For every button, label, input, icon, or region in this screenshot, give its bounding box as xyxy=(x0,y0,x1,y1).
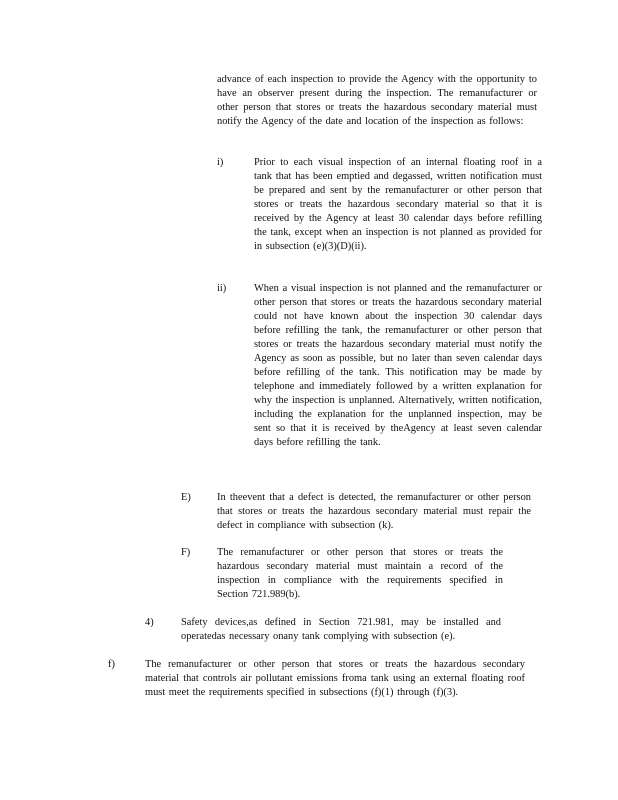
intro-paragraph: advance of each inspection to provide the Agency with the opportunity to have an observer present during the inspection. The remanufacturer or other person that stores or treats the hazardous secondary material must notify the Agency of the date and location of the inspection as follows: xyxy=(217,74,537,127)
item-F-paragraph: The remanufacturer or other person that stores or treats the hazardous secondary material must maintain a record of the inspection in compliance with the requirements specified in Section 721.989(b). xyxy=(217,547,503,600)
item-ii-marker: ii) xyxy=(217,283,227,294)
item-E-paragraph: In theevent that a defect is detected, the remanufacturer or other person that stores or treats the hazardous secondary material must repair the defect in compliance with subsection (k). xyxy=(217,492,531,531)
item-i-marker: i) xyxy=(217,157,224,168)
item-f-paragraph: The remanufacturer or other person that stores or treats the hazardous secondary material that controls air pollutant emissions froma tank using an external floating roof must meet the requirements specified in subsections (f)(1) through (f)(3). xyxy=(145,659,525,698)
item-E-marker: E) xyxy=(181,492,191,503)
item-4-paragraph: Safety devices,as defined in Section 721.981, may be installed and operatedas necessary onany tank complying with subsection (e). xyxy=(181,617,501,642)
item-F-marker: F) xyxy=(181,547,191,558)
item-ii-paragraph: When a visual inspection is not planned and the remanufacturer or other person that stores or treats the hazardous secondary material could not have known about the inspection 30 calendar days before refilling the tank, the remanufacturer or other person that stores or treats the hazardous secondary material must notify the Agency as soon as possible, but no later than seven calendar days before refilling of the tank. This notification may be made by telephone and immediately followed by a written explanation for why the inspection is unplanned. Alternatively, written notification, including the explanation for the unplanned inspection, may be sent so that it is received by theAgency at least seven calendar days before refilling the tank. xyxy=(254,283,542,448)
item-f-marker: f) xyxy=(108,659,115,670)
item-4-marker: 4) xyxy=(145,617,154,628)
item-i-paragraph: Prior to each visual inspection of an internal floating roof in a tank that has been emptied and degassed, written notification must be prepared and sent by the remanufacturer or other person that stores or treats the hazardous secondary material so that it is received by the Agency at least 30 calendar days before refilling the tank, except when an inspection is not planned as provided for in subsection (e)(3)(D)(ii). xyxy=(254,157,542,252)
